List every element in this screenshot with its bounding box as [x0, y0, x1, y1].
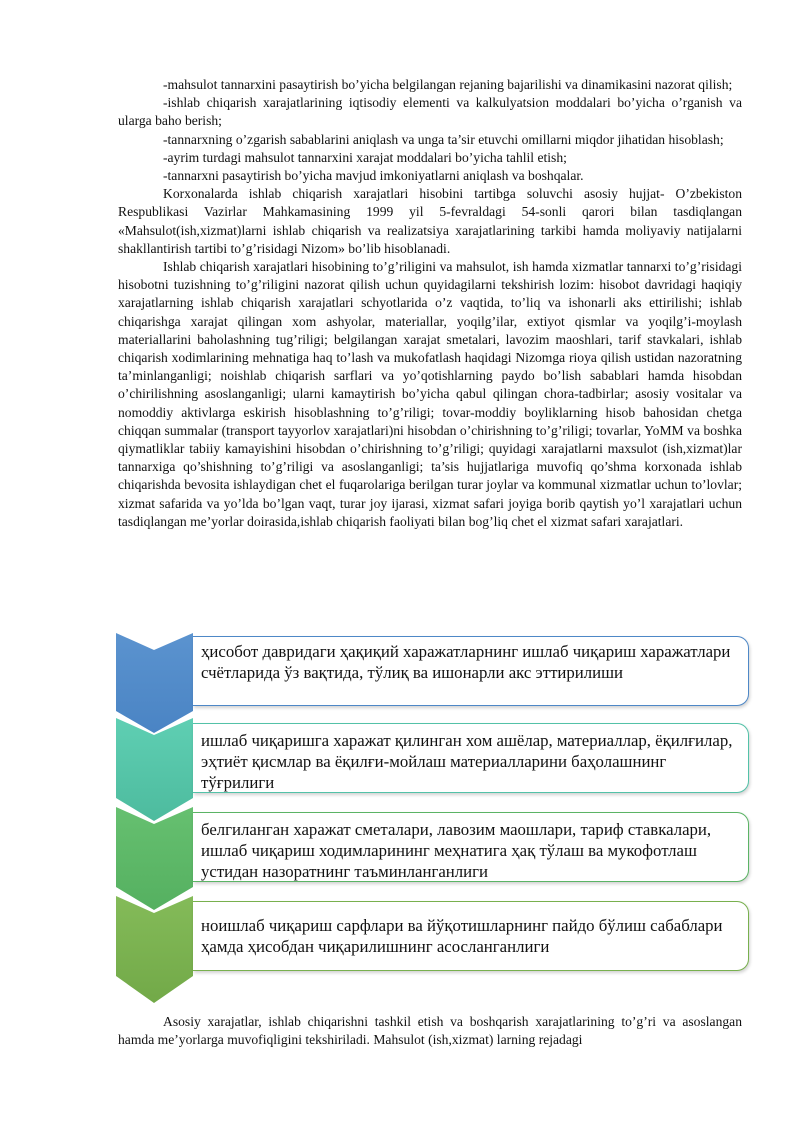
chevron-shape-1 [116, 633, 193, 733]
diagram-box-4: ноишлаб чиқариш сарфлари ва йўқотишларнинг пайдо бўлиш сабаблари ҳамда ҳисобдан чиқарилишнинг асосланганлиги [193, 901, 749, 971]
paragraph: Korxonalarda ishlab chiqarish xarajatlari hisobini tartibga soluvchi asosiy hujjat- O’zbekiston Respublikasi Vazirlar Mahkamasining 1999 yil 5-fevraldagi 54-sonli qarori bilan tasdiqlangan «Mahsulot(ish,xizmat)larni ishlab chiqarish va realizatsiya xarajatlarining tarkibi hamda moliyaviy natijalarni shakllantirish tartibi to’g’risidagi Nizom» bo’lib hisoblanadi. [118, 186, 742, 256]
paragraph: -ishlab chiqarish xarajatlarining iqtisodiy elementi va kalkulyatsion moddalari bo’yicha o’rganish va ularga baho berish; [118, 95, 742, 129]
chevron-shape-4 [116, 896, 193, 1003]
paragraph: -tannarxni pasaytirish bo’yicha mavjud imkoniyatlarni aniqlash va boshqalar. [163, 168, 584, 184]
text-block-bottom [118, 1013, 742, 1049]
chevron-shape-2 [116, 718, 193, 821]
diagram-box-2: ишлаб чиқаришга харажат қилинган хом ашёлар, материаллар, ёқилғилар, эҳтиёт қисмлар ва ёқилғи-мойлаш материалларини баҳолашнинг тўғрилиги [193, 723, 749, 793]
paragraph: -ayrim turdagi mahsulot tannarxini xarajat moddalari bo’yicha tahlil etish; [163, 149, 567, 165]
text-block-top [118, 76, 742, 531]
paragraph: Asosiy xarajatlar, ishlab chiqarishni tashkil etish va boshqarish xarajatlarining to’g’ri va asoslangan hamda me’yorlarga muvofiqligini tekshiriladi. Mahsulot (ish,xizmat) larning rejadagi [118, 1014, 742, 1048]
paragraph: -mahsulot tannarxini pasaytirish bo’yicha belgilangan rejaning bajarilishi va dinamikasini nazorat qilish; [163, 77, 733, 92]
chevron-list-diagram [116, 633, 756, 1005]
diagram-box-1: ҳисобот давридаги ҳақиқий харажатларнинг ишлаб чиқариш харажатлари счётларида ўз вақтида, тўлиқ ва ишонарли акс эттирилиши [193, 636, 749, 706]
diagram-box-3: белгиланган харажат сметалари, лавозим маошлари, тариф ставкалари, ишлаб чиқариш ходимларининг меҳнатига ҳақ тўлаш ва мукофотлаш устидан назоратнинг таъминланганлиги [193, 812, 749, 882]
paragraph: -tannarxning o’zgarish sabablarini aniqlash va unga ta’sir etuvchi omillarni miqdor jihatidan hisoblash; [163, 131, 724, 147]
chevron-shape-3 [116, 807, 193, 910]
paragraph: Ishlab chiqarish xarajatlari hisobining to’g’riligini va mahsulot, ish hamda xizmatlar tannarxi to’g’risidagi hisobotni tuzishning to’g’riligini nazorat qilish uchun quyidagilarni tekshirish lozim: hisobot davridagi haqiqiy xarajatlarning ishlab chiqarish xarajatlari schyotlarida o’z vaqtida, to’liq va ishonarli aks ettirilishi; ishlab chiqarishga xarajat qilingan xom ashyolar, materiallar, yoqilg’ilar, extiyot qismlar va yoqilg’i-moylash materiallarini baholashning tug’riligi; belgilangan xarajat smetalari, lavozim maoshlari, tarif stavkalari, ishlab chiqarish xodimlarining mehnatiga haq to’lash va mukofatlash haqidagi Nizomga rioya qilish ustidan nazoratning ta’minlanganligi; noishlab chiqarish sarflari va yo’qotishlarning paydo bo’lish sabablari hamda hisobdan o’chirilishning asoslanganligi; ularni kamaytirish bo’yicha qabul qilingan chora-tadbirlar; asosiy vositalar va nomoddiy aktivlarga eskirish hisoblashning to’g’riligi; tovar-moddiy boyliklarning hisob bahosidan chetga chiqqan summalar (transport tayyorlov xarajatlari)ni hisobdan o’chirishning to’g’riligi; tovarlar, YoMM va boshka qiymatliklar tabiiy kamayishini hisobdan o’chirishning to’g’riligi; quyidagi xarajatlarni maxsulot (ish,xizmat)lar tannarxiga qo’shishning to’g’riligi va asoslanganligi; ta’sis hujjatlariga muvofiq qo’shma korxonada ishlab chiqarishda bevosita ishlaydigan chet el fuqarolariga berilgan turar joylar va kommunal xizmatlar uchun to’lovlar; xizmat safarida va yo’lda bo’lgan vaqt, turar joy ijarasi, xizmat safari joyiga borib qaytish yo’l xarajatlari uchun tasdiqlangan me’yorlar doirasida,ishlab chiqarish faoliyati bilan bog’liq chet el xizmat safari xarajatlari. [118, 259, 742, 529]
